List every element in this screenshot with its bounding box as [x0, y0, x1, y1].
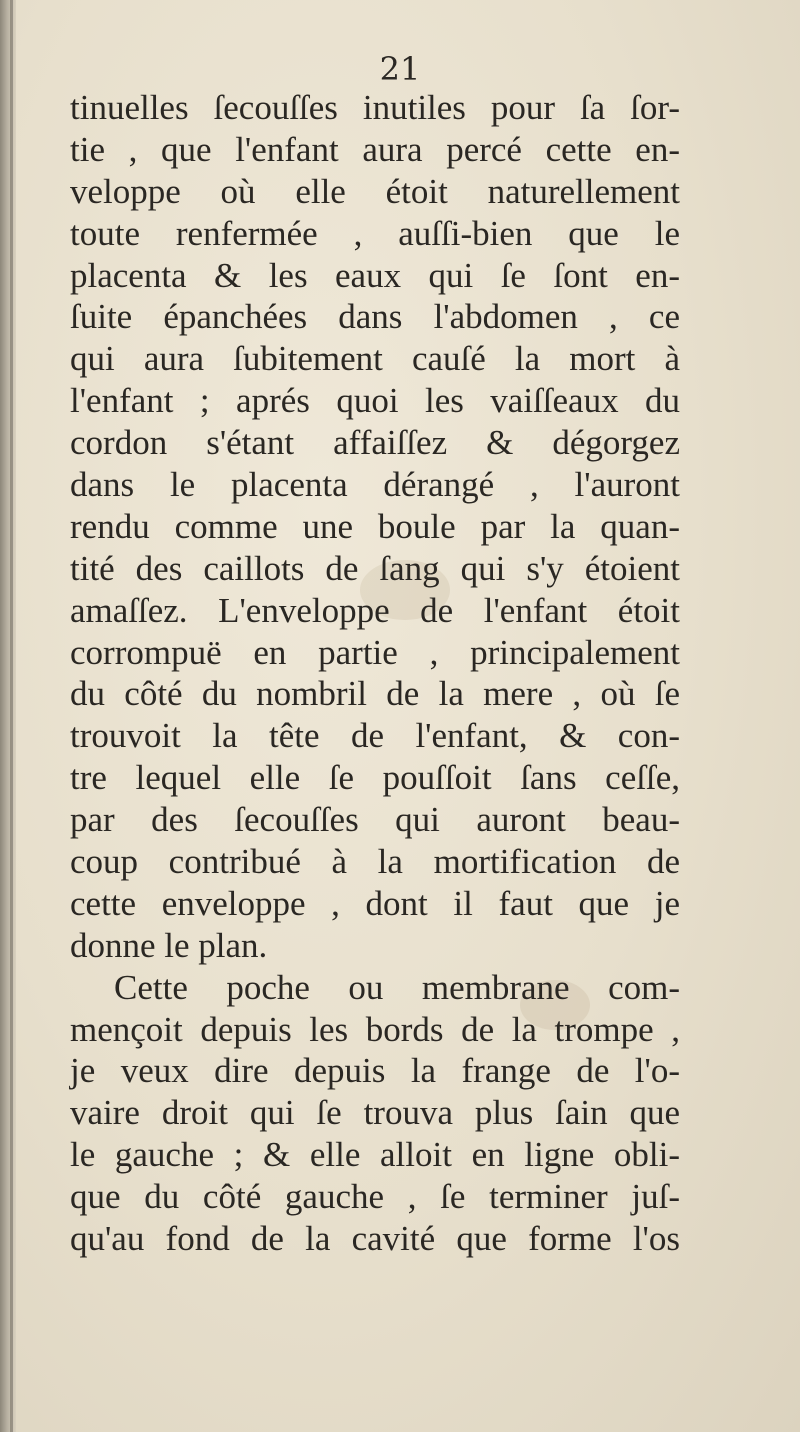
text-line: vaire droit qui ſe trouva plus ſain que: [70, 1093, 680, 1133]
text-line: qu'au fond de la cavité que forme l'os: [70, 1219, 680, 1259]
text-line: rendu comme une boule par la quan-: [70, 506, 680, 546]
text-line: je veux dire depuis la frange de l'o-: [70, 1051, 680, 1091]
text-line: tie , que l'enfant aura percé cette en-: [70, 129, 680, 169]
paragraph-end-line: donne le plan.: [70, 925, 268, 965]
text-line: cette enveloppe , dont il faut que je: [70, 883, 680, 923]
text-line: que du côté gauche , ſe terminer juſ-: [70, 1177, 680, 1217]
text-line: le gauche ; & elle alloit en ligne obli-: [70, 1135, 680, 1175]
text-line: cordon s'étant affaiſſez & dégorgez: [70, 423, 680, 463]
text-line: veloppe où elle étoit naturellement: [70, 171, 680, 211]
text-line: du côté du nombril de la mere , où ſe: [70, 674, 680, 714]
text-line: mençoit depuis les bords de la trompe ,: [70, 1009, 680, 1049]
text-line: par des ſecouſſes qui auront beau-: [70, 800, 680, 840]
paragraph-start-line: Cette poche ou membrane com-: [114, 967, 680, 1007]
text-line: corrompuë en partie , principalement: [70, 632, 680, 672]
body-text: [70, 87, 680, 1260]
binding-edge: [10, 0, 13, 1432]
text-line: tité des caillots de ſang qui s'y étoient: [70, 548, 680, 588]
text-line: amaſſez. L'enveloppe de l'enfant étoit: [70, 590, 680, 630]
text-line: l'enfant ; aprés quoi les vaiſſeaux du: [70, 381, 680, 421]
text-line: tre lequel elle ſe pouſſoit ſans ceſſe,: [70, 758, 680, 798]
text-line: dans le placenta dérangé , l'auront: [70, 465, 680, 505]
text-line: placenta & les eaux qui ſe ſont en-: [70, 255, 680, 295]
book-spine-shadow: [0, 0, 16, 1432]
text-line: toute renfermée , auſſi-bien que le: [70, 213, 680, 253]
text-line: qui aura ſubitement cauſé la mort à: [70, 339, 680, 379]
text-line: ſuite épanchées dans l'abdomen , ce: [70, 297, 680, 337]
text-line: trouvoit la tête de l'enfant, & con-: [70, 716, 680, 756]
text-line: coup contribué à la mortification de: [70, 842, 680, 882]
page-number: 21: [379, 50, 421, 88]
text-line: tinuelles ſecouſſes inutiles pour ſa ſor-: [70, 88, 680, 127]
